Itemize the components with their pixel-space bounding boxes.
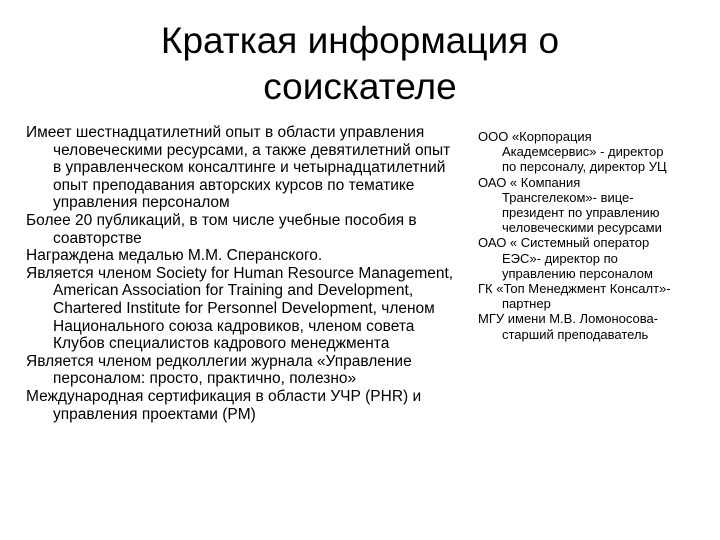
career-item: ООО «Корпорация Академсервис» - директор по персоналу, директор УЦ xyxy=(478,129,667,175)
achievement-item: Награждена медалью М.М. Сперанского. xyxy=(26,247,323,265)
career-item: ОАО « Компания Трансгелеком»- вице-президент по управлению человеческими ресурсами xyxy=(478,174,662,236)
achievements-column xyxy=(26,124,456,423)
career-item: ГК «Топ Менеджмент Консалт»- партнер xyxy=(478,281,671,312)
career-column xyxy=(478,129,678,342)
career-item: МГУ имени М.В. Ломоносова- старший преподаватель xyxy=(478,311,659,342)
slide-title-line-2: соискателе xyxy=(263,66,457,107)
achievement-item: Более 20 публикаций, в том числе учебные пособия в соавторстве xyxy=(26,211,417,247)
achievement-item: Имеет шестнадцатилетний опыт в области управления человеческими ресурсами, а также девятилетний опыт в управленческом консалтинге и четырнадцатилетний опыт преподавания авторских курсов по тематике управления персоналом xyxy=(26,124,451,212)
achievement-item: Является членом редколлегии журнала «Управление персоналом: просто, практично, полезно» xyxy=(26,352,412,388)
achievement-item: Международная сертификация в области УЧР (PHR) и управления проектами (PM) xyxy=(26,387,422,423)
slide-title-line-1: Краткая информация о xyxy=(160,20,560,61)
achievement-item: Является членом Society for Human Resource Management, American Association for Training and Development, Chartered Institute for Personnel Development, членом Национального союза кадровиков, членом совета Клубов специалистов кадрового менеджмента xyxy=(26,264,454,353)
slide-title xyxy=(100,18,620,110)
career-item: ОАО « Системный оператор ЕЭС»- директор по управлению персоналом xyxy=(478,235,653,281)
